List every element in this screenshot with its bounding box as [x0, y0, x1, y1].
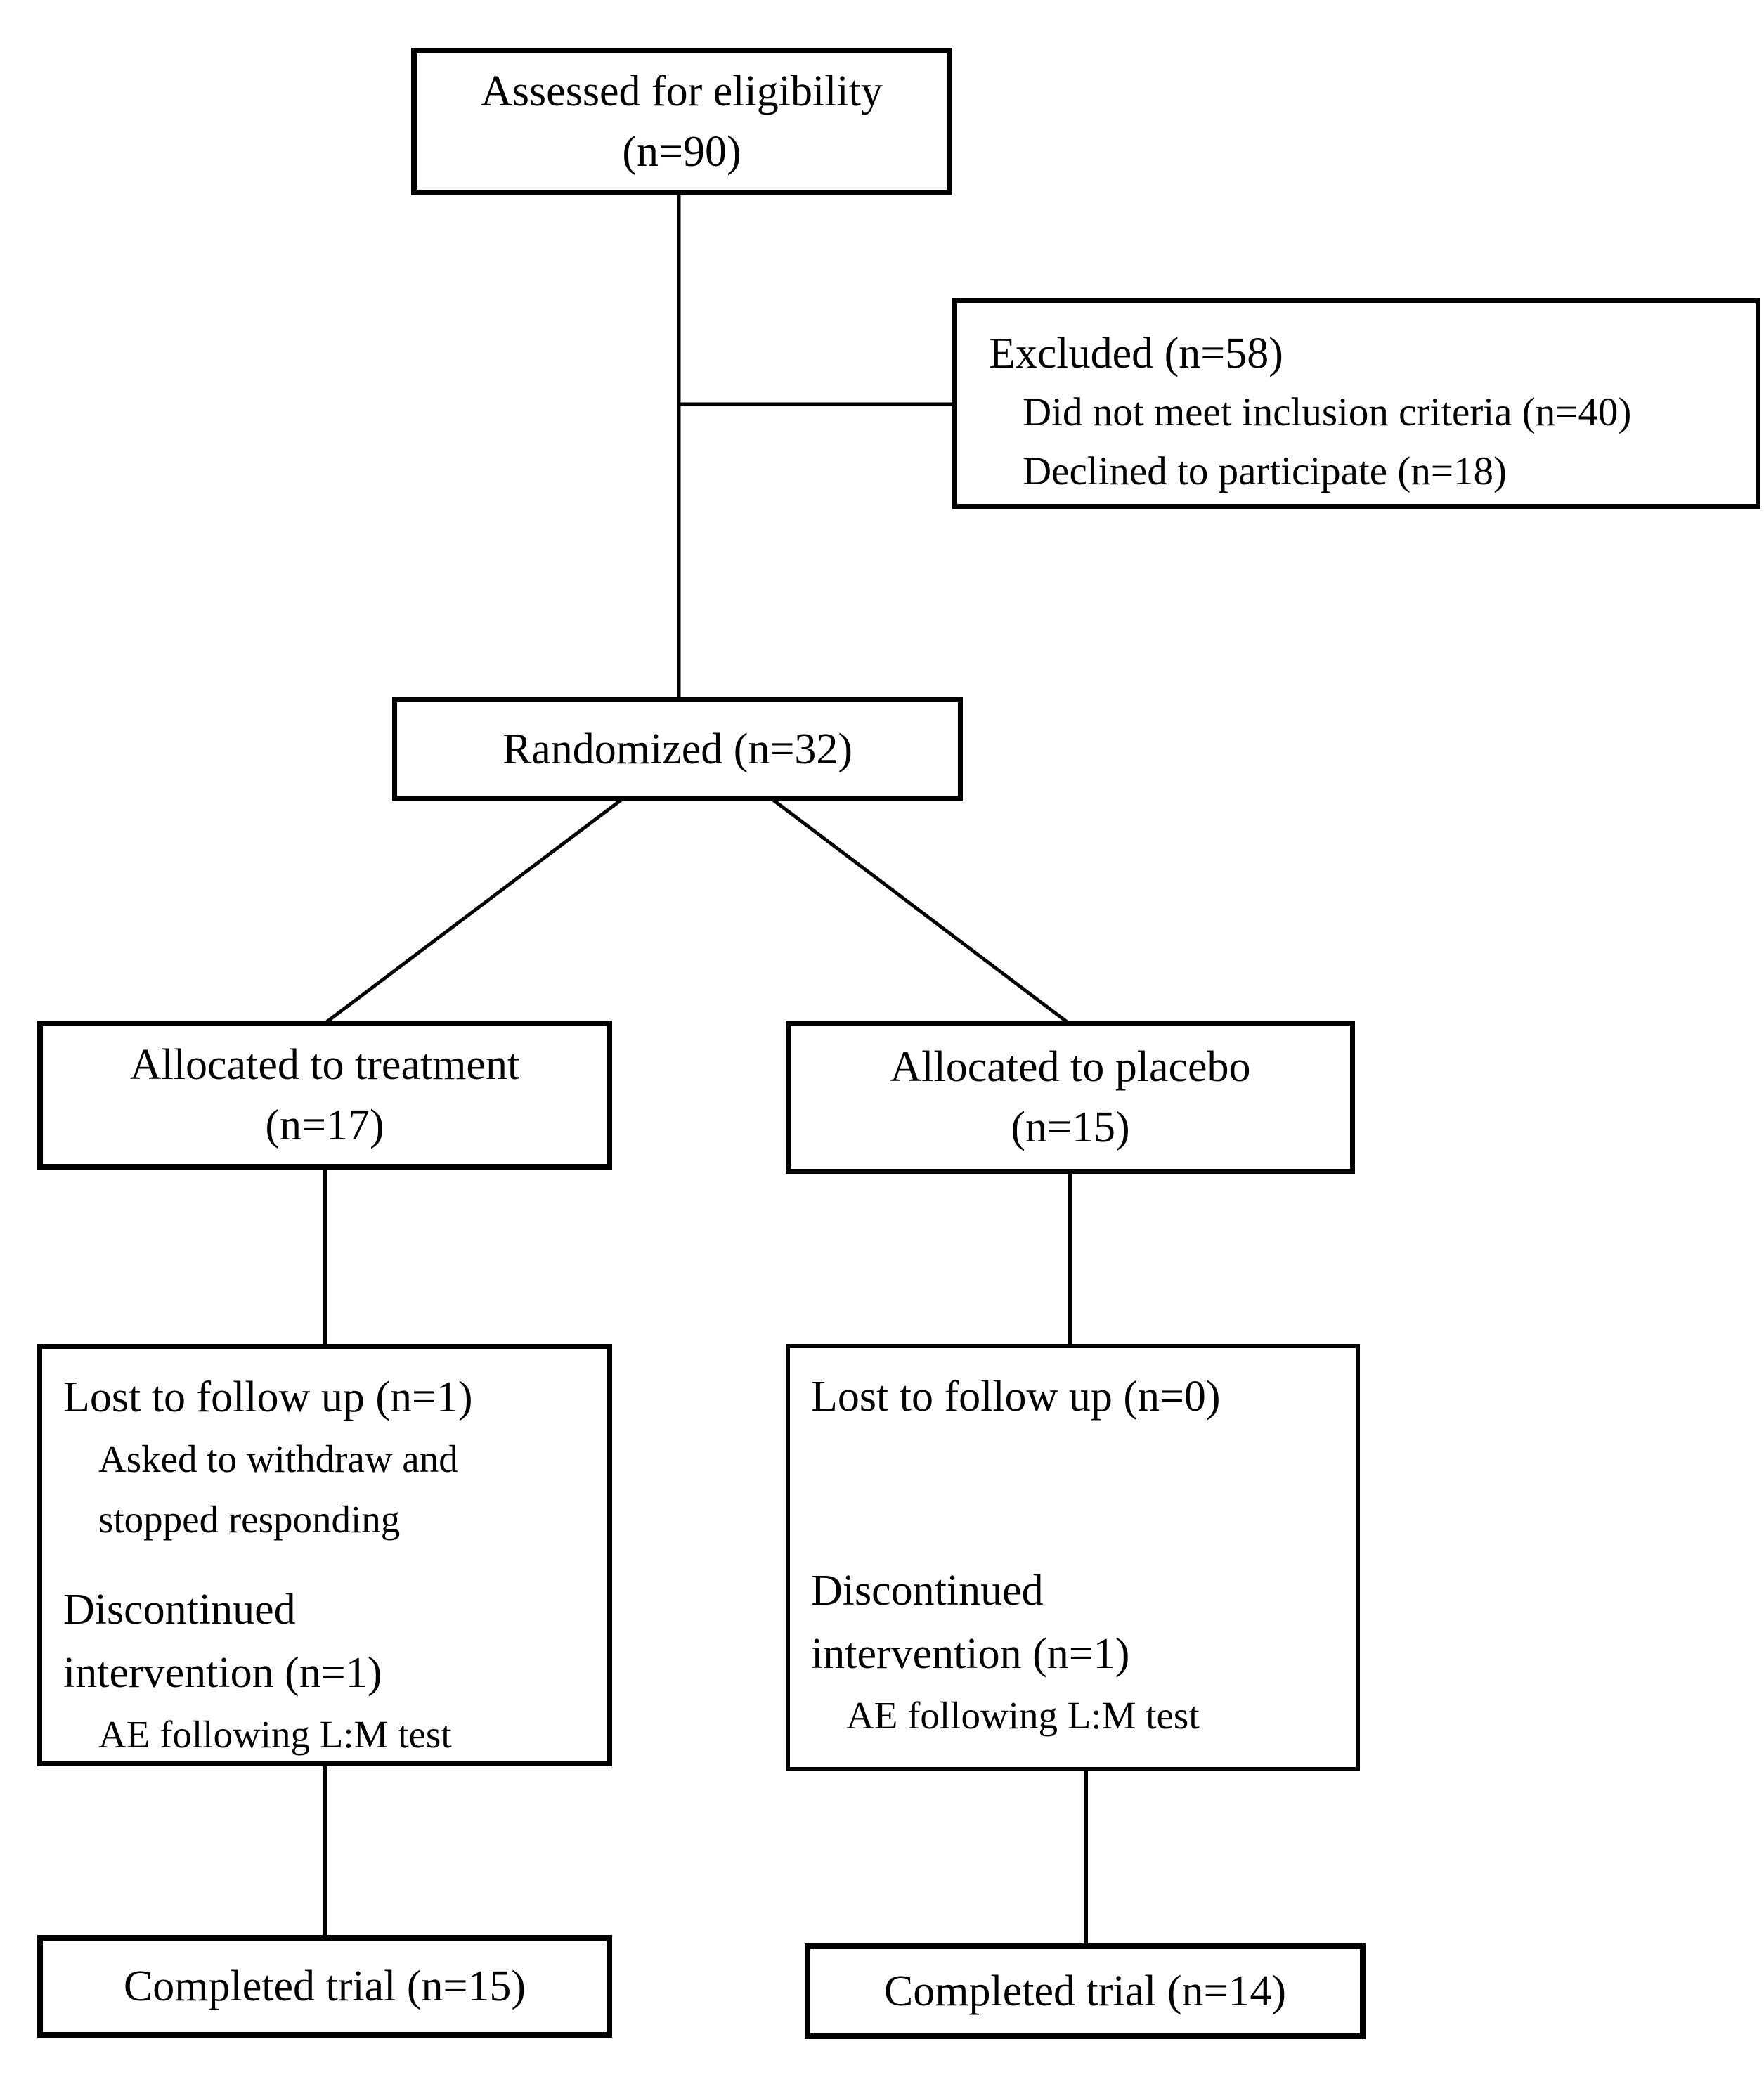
allocated-placebo-line-2: (n=15) — [1011, 1104, 1130, 1151]
completed-placebo-box — [805, 1943, 1366, 2039]
completed-placebo-title: Completed trial (n=14) — [883, 1967, 1287, 2015]
spacer — [811, 1428, 1349, 1559]
followup-placebo-box — [786, 1344, 1360, 1771]
followup-placebo-discontinued-2: intervention (n=1) — [811, 1630, 1130, 1678]
allocated-placebo-line-1: Allocated to placebo — [890, 1043, 1251, 1091]
followup-treatment-discontinued-1: Discontinued — [63, 1586, 296, 1634]
followup-treatment-lost-title: Lost to follow up (n=1) — [63, 1373, 473, 1421]
assessed-box — [411, 48, 952, 195]
followup-treatment-lost-detail-1: Asked to withdraw and — [98, 1437, 458, 1480]
excluded-box — [952, 298, 1760, 509]
connector-randomized-placebo — [773, 800, 1069, 1023]
excluded-title: Excluded (n=58) — [989, 330, 1283, 377]
completed-treatment-box — [37, 1935, 612, 2038]
followup-placebo-discontinued-detail: AE following L:M test — [846, 1694, 1200, 1737]
assessed-line-1: Assessed for eligibility — [481, 67, 883, 115]
followup-treatment-discontinued-2: intervention (n=1) — [63, 1649, 382, 1697]
allocated-treatment-line-1: Allocated to treatment — [129, 1041, 520, 1089]
connector-randomized-treatment — [325, 800, 621, 1023]
followup-treatment-box — [37, 1344, 612, 1766]
followup-placebo-discontinued-1: Discontinued — [811, 1567, 1044, 1615]
allocated-placebo-box — [786, 1021, 1355, 1174]
followup-placebo-lost-title: Lost to follow up (n=0) — [811, 1373, 1221, 1421]
randomized-title: Randomized (n=32) — [502, 725, 853, 773]
excluded-reason-2: Declined to participate (n=18) — [1023, 449, 1507, 493]
assessed-line-2: (n=90) — [622, 128, 741, 176]
followup-treatment-discontinued-detail: AE following L:M test — [98, 1713, 452, 1756]
completed-treatment-title: Completed trial (n=15) — [123, 1962, 526, 2010]
allocated-treatment-line-2: (n=17) — [265, 1101, 384, 1149]
followup-treatment-lost-detail-2: stopped responding — [98, 1498, 401, 1541]
spacer — [63, 1550, 600, 1578]
excluded-reason-1: Did not meet inclusion criteria (n=40) — [1023, 390, 1632, 434]
allocated-treatment-box — [37, 1021, 612, 1170]
randomized-box — [392, 697, 963, 801]
